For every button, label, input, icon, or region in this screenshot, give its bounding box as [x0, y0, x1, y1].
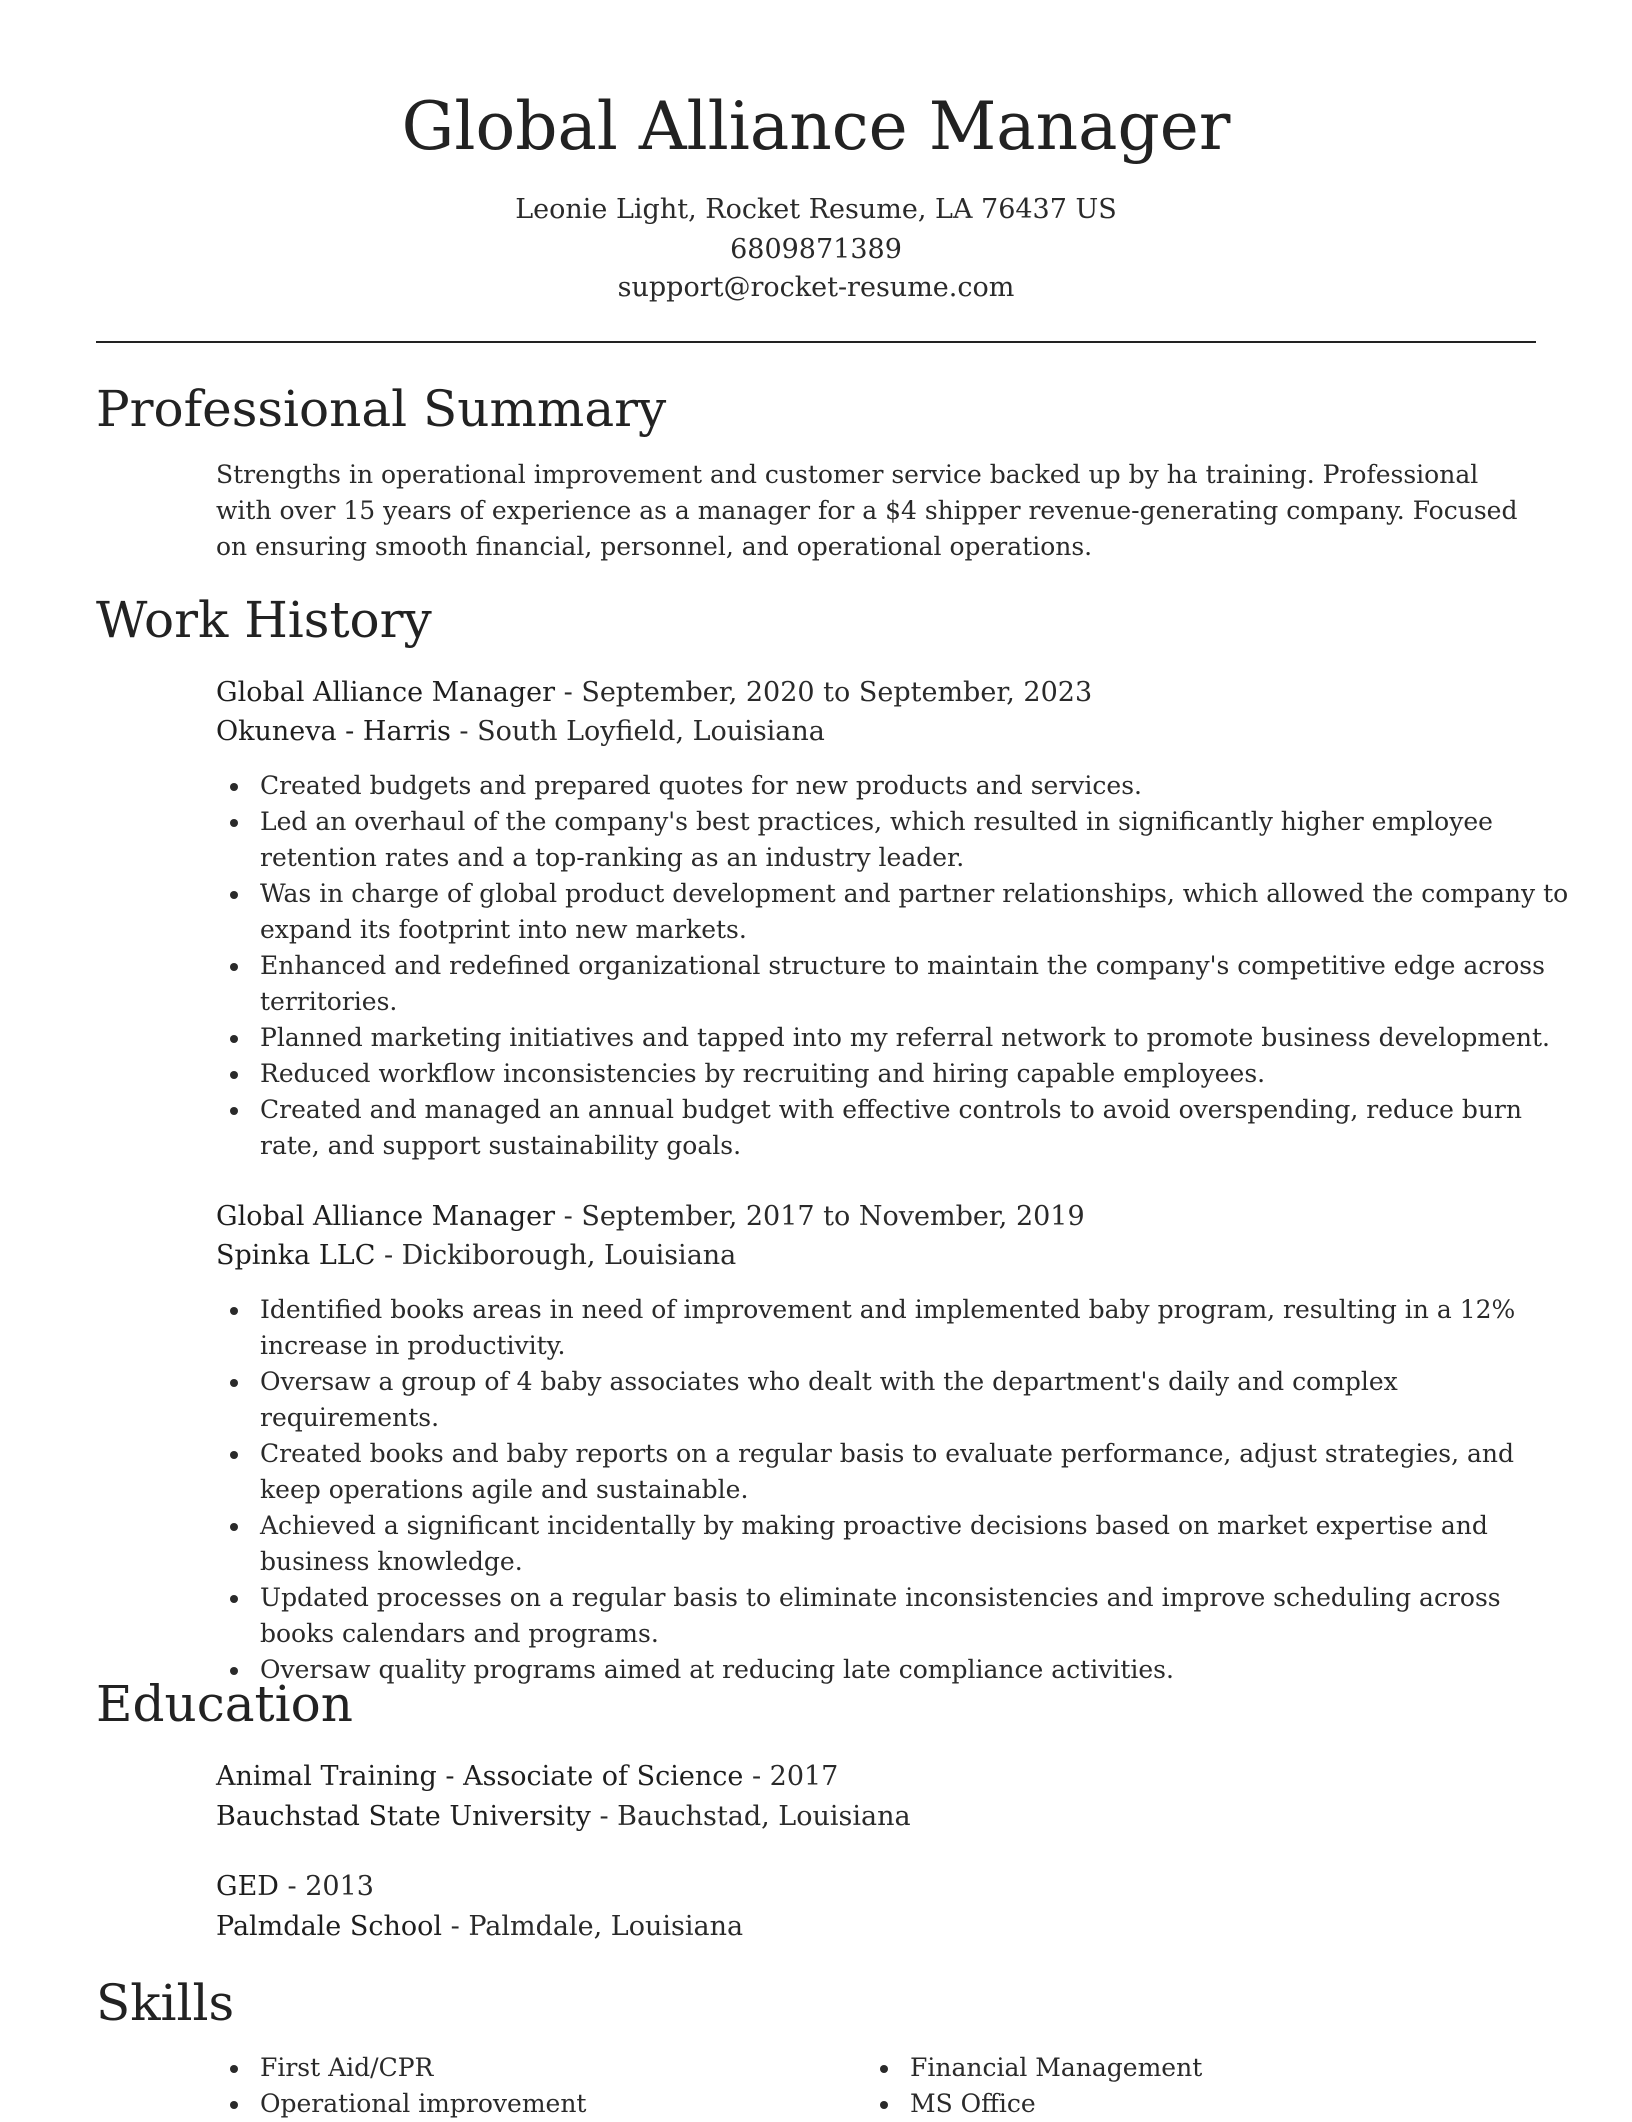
edu-2-school-line — [216, 1907, 1536, 1947]
job-1-title-line — [216, 673, 1536, 713]
summary-heading: Professional Summary — [96, 380, 667, 438]
job-1-company: Okuneva - Harris — [216, 716, 451, 747]
edu-2-year: - 2013 — [278, 1871, 374, 1902]
list-item: Financial Management — [910, 2050, 1510, 2086]
edu-1-school: Bauchstad State University — [216, 1801, 591, 1832]
job-1-company-line — [216, 712, 1536, 752]
job-2-role: Global Alliance Manager — [216, 1201, 556, 1232]
education-heading: Education — [96, 1675, 353, 1733]
job-1-location: - South Loyfield, Louisiana — [450, 716, 825, 747]
job-1-role: Global Alliance Manager — [216, 677, 556, 708]
job-2-company: Spinka LLC — [216, 1240, 376, 1271]
edu-1-degree: Animal Training - Associate of Science — [216, 1761, 744, 1792]
list-item: Reduced workflow inconsistencies by recruiting and hiring capable employees. — [260, 1056, 1580, 1092]
edu-1-school-line — [216, 1797, 1536, 1837]
list-item: Created books and baby reports on a regular basis to evaluate performance, adjust strategies, and keep operations agile and sustainable. — [260, 1436, 1580, 1508]
contact-address: Leonie Light, Rocket Resume, LA 76437 US — [515, 194, 1117, 225]
list-item: Created budgets and prepared quotes for new products and services. — [260, 768, 1580, 804]
summary-text: Strengths in operational improvement and customer service backed up by ha training. Professional with over 15 years of experience as a manager for a $4 shipper revenue-generating company. Focused on ensuring smooth financial, personnel, and operational operations. — [216, 460, 1518, 561]
edu-1-location: - Bauchstad, Louisiana — [590, 1801, 911, 1832]
list-item: Identified books areas in need of improvement and implemented baby program, resulting in a 12% increase in productivity. — [260, 1292, 1580, 1364]
job-2-dates: - September, 2017 to November, 2019 — [555, 1201, 1085, 1232]
contact-phone: 6809871389 — [730, 234, 902, 265]
edu-2-location: - Palmdale, Louisiana — [442, 1911, 744, 1942]
edu-1-degree-line — [216, 1757, 1536, 1797]
skills-left-list — [216, 2050, 860, 2122]
job-2-location: - Dickiborough, Louisiana — [375, 1240, 737, 1271]
list-item: Updated processes on a regular basis to eliminate inconsistencies and improve scheduling across books calendars and programs. — [260, 1580, 1580, 1652]
list-item: MS Office — [910, 2086, 1510, 2122]
resume-name: Global Alliance Manager — [401, 88, 1231, 165]
edu-2-degree: GED — [216, 1871, 279, 1902]
list-item: Achieved a significant incidentally by making proactive decisions based on market expertise and business knowledge. — [260, 1508, 1580, 1580]
list-item: Oversaw quality programs aimed at reducing late compliance activities. — [260, 1652, 1580, 1688]
list-item: First Aid/CPR — [260, 2050, 860, 2086]
job-2-company-line — [216, 1236, 1536, 1276]
edu-1-year: - 2017 — [743, 1761, 839, 1792]
list-item: Was in charge of global product development and partner relationships, which allowed the company to expand its footprint into new markets. — [260, 876, 1580, 948]
contact-email[interactable]: support@rocket-resume.com — [617, 272, 1015, 303]
job-1-bullets — [216, 768, 1580, 1164]
edu-2-degree-line — [216, 1867, 1536, 1907]
header-divider — [96, 341, 1536, 343]
skills-heading: Skills — [96, 1974, 235, 2032]
job-1-dates: - September, 2020 to September, 2023 — [555, 677, 1093, 708]
list-item: Created and managed an annual budget with effective controls to avoid overspending, reduce burn rate, and support sustainability goals. — [260, 1092, 1580, 1164]
job-2-bullets — [216, 1292, 1580, 1688]
list-item: Planned marketing initiatives and tapped into my referral network to promote business development. — [260, 1020, 1580, 1056]
list-item: Enhanced and redefined organizational structure to maintain the company's competitive edge across territories. — [260, 948, 1580, 1020]
skills-right-list — [866, 2050, 1510, 2122]
edu-2-school: Palmdale School — [216, 1911, 443, 1942]
work-history-heading: Work History — [96, 591, 432, 649]
list-item: Led an overhaul of the company's best practices, which resulted in significantly higher employee retention rates and a top-ranking as an industry leader. — [260, 804, 1580, 876]
list-item: Oversaw a group of 4 baby associates who dealt with the department's daily and complex requirements. — [260, 1364, 1580, 1436]
job-2-title-line — [216, 1197, 1536, 1237]
list-item: Operational improvement — [260, 2086, 860, 2122]
